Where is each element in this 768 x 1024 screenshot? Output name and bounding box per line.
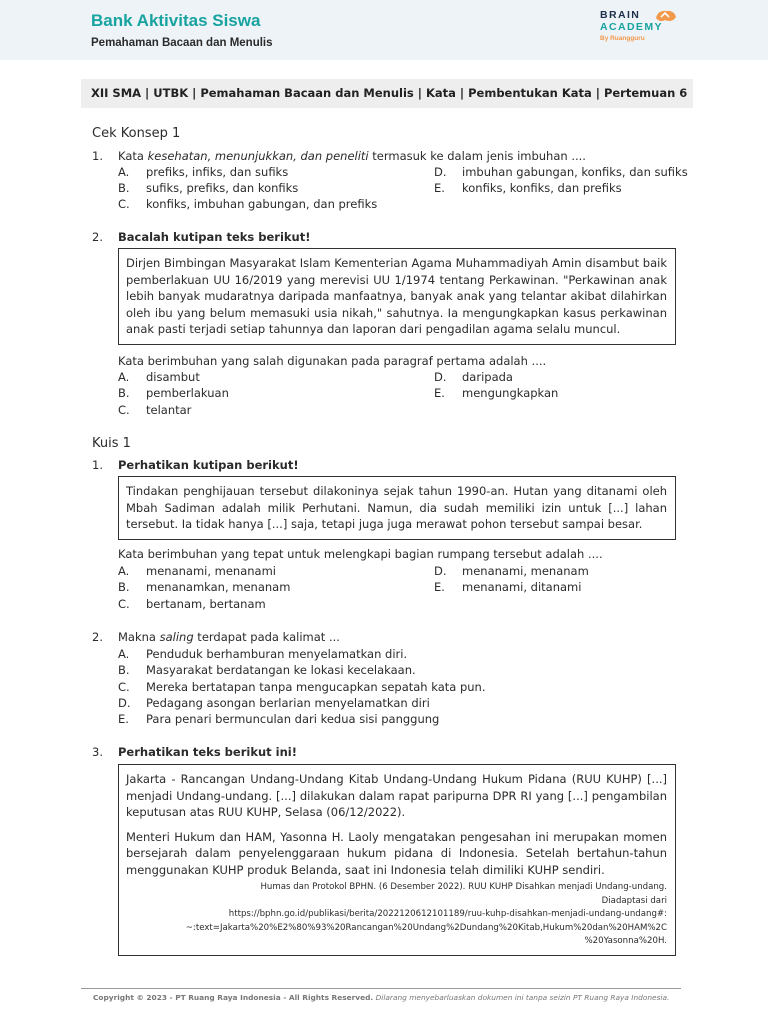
source-url-2[interactable]: ~:text=Jakarta%20%E2%80%93%20Rancangan%20Undang%2Dundang%20Kitab,Hukum%20dan%20HAM%2C [185, 922, 667, 933]
option-b[interactable]: B. sufiks, prefiks, dan konfiks [118, 181, 299, 195]
passage-text: Tindakan penghijauan tersebut dilakoninya sejak tahun 1990-an. Hutan yang ditanami oleh Mbah Sadiman adalah milik Perhutani. Namun, dia sudah memiliki izin untuk [...] lahan tersebut. Ia tidak hanya [...] saja, tetapi juga juga merawat pohon tersebut sampai besar. [126, 484, 667, 531]
option-d[interactable]: D. menanami, menanam [434, 564, 589, 578]
question-instruction: Perhatikan teks berikut ini! [118, 745, 297, 759]
option-d[interactable]: D. Pedagang asongan berlarian menyelamatkan diri [118, 696, 430, 710]
option-e[interactable]: E. mengungkapkan [434, 386, 559, 400]
question-number: 3. [92, 745, 103, 759]
logo-brain-icon [652, 9, 678, 25]
breadcrumb: XII SMA | UTBK | Pemahaman Bacaan dan Menulis | Kata | Pembentukan Kata | Pertemuan 6 [81, 79, 693, 108]
passage-paragraph-1: Jakarta - Rancangan Undang-Undang Kitab Undang-Undang Hukum Pidana (RUU KUHP) [...] menjadi Undang-undang. [...] dilakukan dalam rapat paripurna DPR RI yang [...] pengambilan keputusan atas RUU KUHP, Selasa (06/12/2022). [126, 772, 667, 819]
logo-line-brain: BRAIN [600, 9, 641, 21]
section-title-kuis: Kuis 1 [92, 436, 131, 451]
question-text: Kata berimbuhan yang tepat untuk melengkapi bagian rumpang tersebut adalah .... [118, 547, 603, 561]
option-e[interactable]: E. Para penari bermunculan dari kedua sisi panggung [118, 712, 440, 726]
question-text: Kata berimbuhan yang salah digunakan pada paragraf pertama adalah .... [118, 354, 547, 368]
section-title-cek-konsep: Cek Konsep 1 [92, 126, 181, 141]
option-c[interactable]: C. konfiks, imbuhan gabungan, dan prefiks [118, 197, 378, 211]
passage-text: Dirjen Bimbingan Masyarakat Islam Kementerian Agama Muhammadiyah Amin disambut baik pemberlakuan UU 16/2019 yang merevisi UU 1/1974 tentang Perkawinan. "Perkawinan anak lebih banyak mudaratnya daripada manfaatnya, banyak anak yang telantar akibat dilahirkan oleh ibu yang belum memasuki usia nikah," sahutnya. Ia mengungkapkan kasus perkawinan anak pasti terjadi setiap tahunnya dan laporan dari pengadilan agama selalu muncul. [126, 256, 667, 336]
question-instruction: Bacalah kutipan teks berikut! [118, 230, 311, 244]
passage-paragraph-2: Menteri Hukum dan HAM, Yasonna H. Laoly mengatakan pengesahan ini merupakan momen bersejarah dalam penyelenggaraan hukum pidana di Indonesia. Setelah bertahun-tahun menggunakan KUHP produk Belanda, saat ini Indonesia telah dimiliki KUHP sendiri. [126, 829, 667, 877]
option-b[interactable]: B. Masyarakat berdatangan ke lokasi kecelakaan. [118, 663, 416, 677]
option-d[interactable]: D. imbuhan gabungan, konfiks, dan sufiks [434, 165, 688, 179]
option-a[interactable]: A. prefiks, infiks, dan sufiks [118, 165, 289, 179]
passage-box [118, 764, 676, 956]
question-number: 1. [92, 149, 103, 163]
option-e[interactable]: E. konfiks, konfiks, dan prefiks [434, 181, 622, 195]
footer-divider [81, 988, 681, 989]
option-b[interactable]: B. menanamkan, menanam [118, 580, 291, 594]
question-number: 1. [92, 458, 103, 472]
source-url-3[interactable]: %20Yasonna%20H. [584, 936, 667, 946]
header-title: Bank Aktivitas Siswa [91, 11, 261, 30]
source-citation: Humas dan Protokol BPHN. (6 Desember 2022). RUU KUHP Disahkan menjadi Undang-undang. [260, 882, 667, 892]
option-a[interactable]: A. menanami, menanami [118, 564, 277, 578]
question-text: Makna saling terdapat pada kalimat ... [118, 630, 340, 644]
option-a[interactable]: A. Penduduk berhamburan menyelamatkan diri. [118, 647, 408, 661]
question-number: 2. [92, 630, 103, 644]
passage-box [118, 248, 676, 345]
source-adapted: Diadaptasi dari [601, 895, 667, 906]
option-c[interactable]: C. bertanam, bertanam [118, 597, 266, 611]
option-d[interactable]: D. daripada [434, 370, 513, 384]
question-instruction: Perhatikan kutipan berikut! [118, 458, 299, 472]
page-header [0, 0, 768, 60]
option-b[interactable]: B. pemberlakuan [118, 386, 229, 400]
passage-source [126, 881, 667, 949]
brain-academy-logo [600, 9, 690, 51]
question-number: 2. [92, 230, 103, 244]
passage-box [118, 476, 676, 540]
question-text: Kata kesehatan, menunjukkan, dan peneliti termasuk ke dalam jenis imbuhan .... [118, 149, 586, 163]
header-subtitle: Pemahaman Bacaan dan Menulis [91, 37, 273, 49]
footer-copyright: Copyright © 2023 - PT Ruang Raya Indonesia - All Rights Reserved. Dilarang menyebarluaskan dokumen ini tanpa seizin PT Ruang Raya Indonesia. [93, 993, 670, 1002]
logo-by-line: By Ruangguru [600, 35, 645, 42]
source-url-1[interactable]: https://bphn.go.id/publikasi/berita/2022120612101189/ruu-kuhp-disahkan-menjadi-undang-undang#: [228, 909, 667, 919]
option-c[interactable]: C. telantar [118, 403, 192, 417]
option-c[interactable]: C. Mereka bertatapan tanpa mengucapkan sepatah kata pun. [118, 680, 486, 694]
logo-line-academy: ACADEMY [600, 21, 663, 33]
option-a[interactable]: A. disambut [118, 370, 200, 384]
option-e[interactable]: E. menanami, ditanami [434, 580, 582, 594]
